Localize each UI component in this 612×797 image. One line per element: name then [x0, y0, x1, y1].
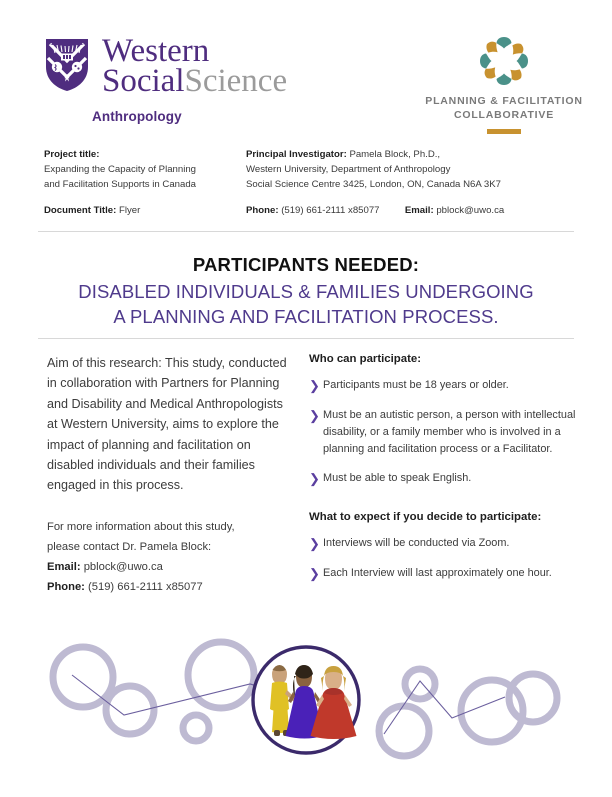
connected-circles-illustration [0, 618, 612, 792]
study-description-column [47, 353, 292, 597]
wordmark-science: Science [184, 62, 288, 99]
project-title-line2: and Facilitation Supports in Canada [44, 178, 196, 190]
document-title-value: Flyer [119, 204, 141, 216]
list-item [309, 377, 581, 395]
who-can-participate-title: Who can participate: [309, 353, 422, 365]
list-item [309, 470, 581, 488]
list-item-text: Must be an autistic person, a person with intellectual disability, or a family member who is involved in a planning and facilitation process or a Facilitator. [323, 409, 576, 456]
list-item-text: Each Interview will last approximately one hour. [323, 567, 552, 580]
project-title-label: Project title: [44, 149, 100, 160]
headline-line1: PARTICIPANTS NEEDED: [192, 254, 420, 275]
pi-address: Social Science Centre 3425, London, ON, Canada N6A 3K7 [246, 178, 501, 190]
contact-phone-label: Phone: [47, 580, 85, 593]
research-aim-paragraph: Aim of this research: This study, conducted in collaboration with Partners for Planning and Disability and Medical Anthropologists at Western University, aims to explore the impact of planning and facilitation on disabled individuals and their families engaged in this process. [47, 356, 287, 493]
list-item-text: Participants must be 18 years or older. [323, 379, 509, 391]
headline-line3: A PLANNING AND FACILITATION PROCESS. [113, 306, 499, 328]
chevron-right-icon: ❯ [309, 408, 320, 424]
list-item-text: Must be able to speak English. [323, 472, 472, 485]
project-title-line1: Expanding the Capacity of Planning [44, 163, 197, 175]
pinwheel-starburst-icon [477, 34, 531, 88]
pfc-underline-rule [487, 129, 521, 134]
list-item [309, 407, 581, 458]
headline-line2: DISABLED INDIVIDUALS & FAMILIES UNDERGOING [78, 280, 534, 302]
contact-line1: For more information about this study, [47, 520, 235, 533]
principal-investigator-value: Pamela Block, Ph.D., [349, 149, 441, 160]
document-title-row [44, 204, 244, 219]
chevron-right-icon: ❯ [309, 471, 320, 487]
list-item-text: Interviews will be conducted via Zoom. [323, 536, 510, 549]
eligibility-column [309, 353, 581, 595]
headline-block [0, 251, 612, 330]
contact-row [246, 204, 576, 219]
principal-investigator-row [246, 148, 576, 163]
principal-investigator-label: Principal Investigator: [246, 149, 347, 160]
pi-affiliation: Western University, Department of Anthropology [246, 163, 451, 175]
metadata-investigator-column [246, 148, 576, 218]
divider-below-headline [38, 338, 574, 339]
list-item [309, 535, 581, 553]
contact-phone-value: (519) 661-2111 x85077 [88, 580, 203, 593]
chevron-right-icon: ❯ [309, 535, 320, 551]
study-contact-block [47, 518, 292, 598]
metadata-project-column [44, 148, 244, 218]
list-item [309, 565, 581, 583]
western-shield-icon [44, 36, 90, 93]
pfc-name-line2: COLLABORATIVE [453, 109, 555, 122]
chevron-right-icon: ❯ [309, 566, 320, 582]
document-title-label: Document Title: [44, 204, 117, 216]
phone-label: Phone: [246, 204, 279, 216]
divider-above-headline [38, 231, 574, 232]
contact-email-row [47, 558, 292, 578]
page-header [0, 0, 612, 132]
what-to-expect-title: What to expect if you decide to participate: [309, 510, 542, 523]
contact-phone-row [47, 578, 292, 598]
wordmark-western: Western [102, 33, 210, 69]
contact-email-label: Email: [47, 560, 81, 573]
western-wordmark [102, 33, 288, 99]
chevron-right-icon: ❯ [309, 378, 320, 393]
western-social-science-logo [44, 33, 288, 99]
department-label: Anthropology [92, 109, 182, 124]
contact-email-value: pblock@uwo.ca [83, 560, 163, 573]
wordmark-social: Social [102, 62, 185, 99]
planning-facilitation-collaborative-logo [424, 34, 584, 134]
pfc-name-line1: PLANNING & FACILITATION [425, 95, 583, 107]
contact-line2: please contact Dr. Pamela Block: [47, 540, 212, 553]
email-value: pblock@uwo.ca [436, 204, 505, 216]
email-label: Email: [404, 204, 434, 216]
phone-value: (519) 661-2111 x85077 [281, 204, 380, 216]
